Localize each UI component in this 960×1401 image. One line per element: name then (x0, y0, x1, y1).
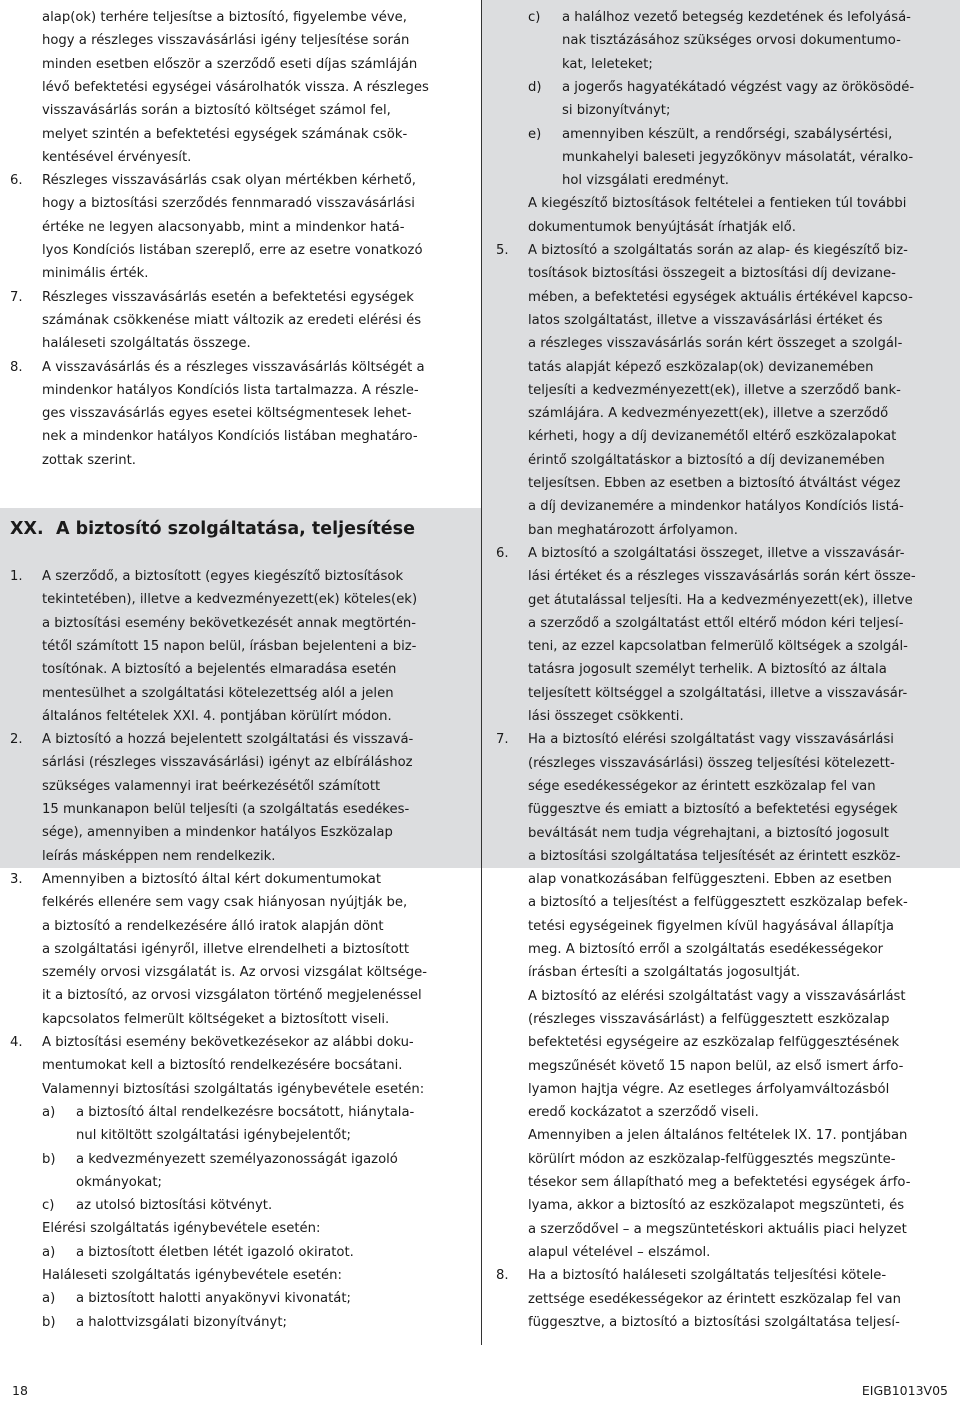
item-text-line: a biztosított életben létét igazoló okiratot. (76, 1244, 354, 1260)
item-text-line: amennyiben készült, a rendőrségi, szabálysértési, (562, 126, 893, 142)
item-text-line: szükséges valamennyi irat beérkezésétől számított (42, 778, 381, 794)
item-text-line: mentesülhet a szolgáltatási kötelezettség alól a jelen (42, 685, 394, 701)
item-text-line: az utolsó biztosítási kötvényt. (76, 1198, 273, 1214)
item-text-line: A szerződő, a biztosított (egyes kiegészítő biztosítások (42, 569, 404, 584)
item-number: 7. (496, 732, 509, 748)
item-text-line: a szerződővel – a megszüntetéskori aktuális piaci helyzet (528, 1221, 907, 1237)
item-text-line: latos szolgáltatást, illetve a visszavásárlási értéket és (528, 312, 883, 328)
item-text-line: zettsége esedékességekor az érintett eszközalap fel van (528, 1291, 901, 1307)
item-number: 4. (10, 1035, 23, 1050)
item-text-line: értéke ne legyen alacsonyabb, mint a mindenkor hatá- (42, 219, 405, 235)
item-text-line: Ha a biztosító haláleseti szolgáltatás teljesítési kötele- (528, 1268, 887, 1284)
item-text-line: a jogerős hagyatékátadó végzést vagy az örökösödé- (562, 79, 915, 95)
item-text-line: számának csökkenése miatt változik az eredeti elérési és (42, 312, 422, 328)
item-number: 8. (10, 359, 23, 375)
item-text-line: a biztosítási esemény bekövetkezését annak megtörtén- (42, 615, 416, 631)
item-number: c) (42, 1198, 55, 1214)
item-text-line: írásban értesíti a szolgáltatás jogosultját. (528, 965, 801, 981)
item-text-line: haláleseti szolgáltatás összege. (42, 336, 251, 352)
item-text-line: A biztosító az elérési szolgáltatást vagy a visszavásárlást (528, 988, 906, 1004)
item-number: d) (528, 79, 542, 95)
item-text-line: megszűnését követő 15 napon belül, az első ismert árfo- (528, 1058, 904, 1074)
item-text-line: érintő szolgáltatáskor a biztosító a díj devizanemében (528, 452, 885, 468)
item-text-line: függesztve és emiatt a biztosító a befektetési egységek (528, 802, 898, 818)
item-text-line: nak tisztázásához szükséges orvosi dokumentumo- (562, 33, 901, 49)
item-text-line: leírás másképpen nem rendelkezik. (42, 848, 276, 864)
item-text-line: okmányokat; (76, 1174, 162, 1190)
item-text-line: a halottvizsgálati bizonyítványt; (76, 1314, 287, 1330)
paragraph-line: minden esetben először a szerződő eseti díjas számláján (42, 56, 418, 72)
item-text-line: 15 munkanapon belül teljesíti (a szolgáltatás esedékes- (42, 802, 410, 817)
item-number: 6. (496, 545, 509, 561)
item-text-line: lási összeget csökkenti. (528, 709, 684, 724)
item-number: b) (42, 1314, 56, 1330)
item-number: a) (42, 1291, 56, 1307)
item-text-line: nek a mindenkor hatályos Kondíciós listában meghatáro- (42, 429, 418, 445)
paragraph-line: hogy a részleges visszavásárlási igény teljesítése során (42, 33, 410, 49)
item-text-line: meg. A biztosító erről a szolgáltatás esedékességekor (528, 942, 884, 957)
item-text-line: sége esedékességekor az érintett eszközalap fel van (528, 778, 876, 794)
item-text-line: tésekor sem állapítható meg a befektetési egységek árfo- (528, 1175, 911, 1190)
item-text-line: get átutalással teljesíti. Ha a kedvezményezett(ek), illetve (528, 592, 913, 608)
item-text-line: teljesített költséggel a szolgáltatási, illetve a visszavásár- (528, 685, 908, 701)
item-text-line: A visszavásárlás és a részleges visszavásárlás költségét a (42, 359, 425, 375)
item-text-line: Ha a biztosító elérési szolgáltatást vagy visszavásárlási (528, 732, 894, 748)
item-number: 2. (10, 732, 23, 748)
item-text-line: teljesítsen. Ebben az esetben a biztosító átváltást végez (528, 476, 901, 491)
item-text-line: eredő kockázatot a szerződő viseli. (528, 1105, 759, 1121)
item-text-line: befektetési egységeire az eszközalap felfüggesztésének (528, 1035, 900, 1051)
item-text-line: Részleges visszavásárlás csak olyan mértékben kérhető, (42, 173, 416, 189)
item-text-line: felkérés ellenére sem vagy csak hiányosan nyújtják be, (42, 895, 408, 911)
item-number: c) (528, 10, 541, 25)
item-text-line: a részleges visszavásárlás során kért összeget a szolgál- (528, 336, 903, 352)
column-divider (481, 0, 482, 1345)
section-title: A biztosító szolgáltatása, teljesítése (56, 519, 415, 539)
item-text-line: nul kitöltött szolgáltatási igénybejelentőt; (76, 1128, 351, 1144)
item-text-line: minimális érték. (42, 266, 149, 282)
item-number: b) (42, 1151, 56, 1167)
item-text-line: körülírt módon az eszközalap-felfüggesztés megszünte- (528, 1151, 896, 1167)
item-text-line: a kedvezményezett személyazonosságát igazoló (76, 1151, 398, 1167)
item-text-line: A biztosító a szolgáltatási összeget, illetve a visszavásár- (528, 545, 905, 561)
item-text-line: teljesíti a kedvezményezett(ek), illetve a szerződő bank- (528, 382, 901, 398)
item-text-line: it a biztosító, az orvosi vizsgálaton történő megjelenéssel (42, 988, 422, 1004)
document-code: EIGB1013V05 (861, 1383, 948, 1398)
item-text-line: alap vonatkozásában felfüggeszteni. Ebben az esetben (528, 872, 892, 888)
item-number: 7. (10, 289, 23, 305)
item-text-line: Valamennyi biztosítási szolgáltatás igénybevétele esetén: (42, 1081, 425, 1097)
item-number: e) (528, 126, 542, 142)
item-text-line: számlájára. A kedvezményezett(ek), illetve a szerződő (528, 406, 889, 422)
item-number: a) (42, 1244, 56, 1260)
item-text-line: A biztosító a hozzá bejelentett szolgáltatási és visszavá- (42, 732, 414, 748)
item-text-line: zottak szerint. (42, 452, 136, 468)
item-text-line: a biztosító a teljesítést a felfüggesztett eszközalap befek- (528, 895, 908, 911)
paragraph-line: melyet szintén a befektetési egységek számának csök- (42, 126, 408, 142)
item-text-line: a szolgáltatási igényről, illetve elrendelheti a biztosított (42, 941, 409, 957)
item-text-line: a biztosító által rendelkezésre bocsátott, hiánytala- (76, 1104, 415, 1120)
item-text-line: általános feltételek XXI. 4. pontjában körülírt módon. (42, 708, 392, 724)
item-text-line: tosítások biztosítási összegeit a biztosítási díj devizane- (528, 266, 896, 282)
item-text-line: tosítónak. A biztosító a bejelentés elmaradása esetén (42, 662, 397, 678)
item-text-line: függesztve, a biztosító a biztosítási szolgáltatása teljesí- (528, 1314, 900, 1330)
item-text-line: (részleges visszavásárlási) összeg teljesítési kötelezett- (528, 755, 895, 771)
item-text-line: munkahelyi baleseti jegyzőkönyv másolatát, véralko- (562, 149, 914, 165)
paragraph-line: dokumentumok benyújtását írhatják elő. (528, 219, 796, 235)
item-number: 8. (496, 1268, 509, 1284)
item-text-line: mindenkor hatályos Kondíciós lista tartalmazza. A részle- (42, 382, 419, 398)
survival-label: Elérési szolgáltatás igénybevétele esetén: (42, 1221, 321, 1237)
item-text-line: hol vizsgálati eredményt. (562, 173, 729, 189)
item-text-line: sége), amennyiben a mindenkor hatályos Eszközalap (42, 825, 393, 841)
item-text-line: tatásra jogosult személyt terhelik. A biztosító az általa (528, 662, 887, 678)
death-label: Haláleseti szolgáltatás igénybevétele esetén: (42, 1268, 342, 1283)
paragraph-line: alap(ok) terhére teljesítse a biztosító, figyelembe véve, (42, 10, 407, 25)
item-number: a) (42, 1104, 56, 1120)
item-text-line: Amennyiben a jelen általános feltételek IX. 17. pontjában (528, 1128, 908, 1144)
item-text-line: hogy a biztosítási szerződés fennmaradó visszavásárlási (42, 196, 415, 212)
item-text-line: kérheti, hogy a díj devizanemétől eltérő eszközalapokat (528, 429, 897, 445)
item-text-line: (részleges visszavásárlást) a felfüggesztett eszközalap (528, 1011, 890, 1027)
item-text-line: tatás alapját képező eszközalap(ok) devizanemében (528, 359, 874, 375)
item-number: 5. (496, 243, 509, 258)
item-text-line: mében, a befektetési egységek aktuális értékével kapcso- (528, 289, 913, 305)
item-text-line: személy orvosi vizsgálatát is. Az orvosi vizsgálat költsége- (42, 965, 427, 981)
item-text-line: lási értéket és a részleges visszavásárlás során kért össze- (528, 569, 916, 585)
page-number: 18 (12, 1383, 28, 1398)
item-text-line: mentumokat kell a biztosító rendelkezésére bocsátani. (42, 1058, 403, 1074)
item-number: 1. (10, 569, 23, 584)
item-text-line: beváltását nem tudja végrehajtani, a biztosító jogosult (528, 825, 889, 841)
item-text-line: kapcsolatos felmerült költségeket a biztosított viseli. (42, 1011, 390, 1027)
item-text-line: ges visszavásárlás egyes esetei költségmentesek lehet- (42, 406, 412, 422)
item-text-line: tekintetében), illetve a kedvezményezett(ek) köteles(ek) (42, 592, 418, 608)
item-text-line: teni, az ezzel kapcsolatban felmerülő költségek a szolgál- (528, 639, 908, 655)
item-text-line: si bizonyítványt; (562, 103, 671, 119)
item-text-line: A biztosító a szolgáltatás során az alap- és kiegészítő biz- (528, 243, 908, 258)
item-number: 3. (10, 871, 23, 887)
item-text-line: a biztosítási szolgáltatása teljesítését az érintett eszköz- (528, 848, 901, 864)
item-text-line: A biztosítási esemény bekövetkezésekor az alábbi doku- (42, 1035, 414, 1050)
item-text-line: a díj devizanemére a mindenkor hatályos Kondíciós listá- (528, 499, 904, 515)
item-text-line: lyamon hajtja végre. Az esetleges árfolyamváltozásból (528, 1081, 890, 1097)
paragraph-line: visszavásárlás során a biztosító költséget számol fel, (42, 103, 391, 119)
item-text-line: tétől számított 15 napon belül, írásban bejelenteni a biz- (42, 638, 417, 654)
item-text-line: sárlási (részleges visszavásárlási) igényt az elbíráláshoz (42, 755, 413, 771)
item-text-line: Amennyiben a biztosító által kért dokumentumokat (42, 871, 381, 887)
item-text-line: a szerződő a szolgáltatást ettől eltérő módon kéri teljesí- (528, 615, 904, 631)
item-text-line: ban meghatározott árfolyamon. (528, 522, 738, 538)
item-text-line: a biztosító a rendelkezésére álló iratok alapján dönt (42, 918, 384, 934)
paragraph-line: kentésével érvényesít. (42, 149, 192, 165)
item-text-line: tetési egységeinek figyelmen kívül hagyásával állapítja (528, 918, 894, 934)
section-number: XX. (10, 519, 44, 539)
item-text-line: a halálhoz vezető betegség kezdetének és lefolyásá- (562, 10, 911, 25)
item-number: 6. (10, 173, 23, 189)
paragraph-line: A kiegészítő biztosítások feltételei a fentieken túl további (528, 196, 907, 212)
paragraph-line: lévő befektetési egységei vásárolhatók vissza. A részleges (42, 79, 429, 95)
item-text-line: a biztosított halotti anyakönyvi kivonatát; (76, 1291, 352, 1307)
item-text-line: alapul vételével – elszámol. (528, 1244, 711, 1260)
item-text-line: kat, leleteket; (562, 56, 653, 72)
item-text-line: Részleges visszavásárlás esetén a befektetési egységek (42, 289, 414, 305)
item-text-line: lyos Kondíciós listában szereplő, erre az esetre vonatkozó (42, 243, 423, 258)
item-text-line: lyama, akkor a biztosító az eszközalapot megszünteti, és (528, 1198, 905, 1214)
